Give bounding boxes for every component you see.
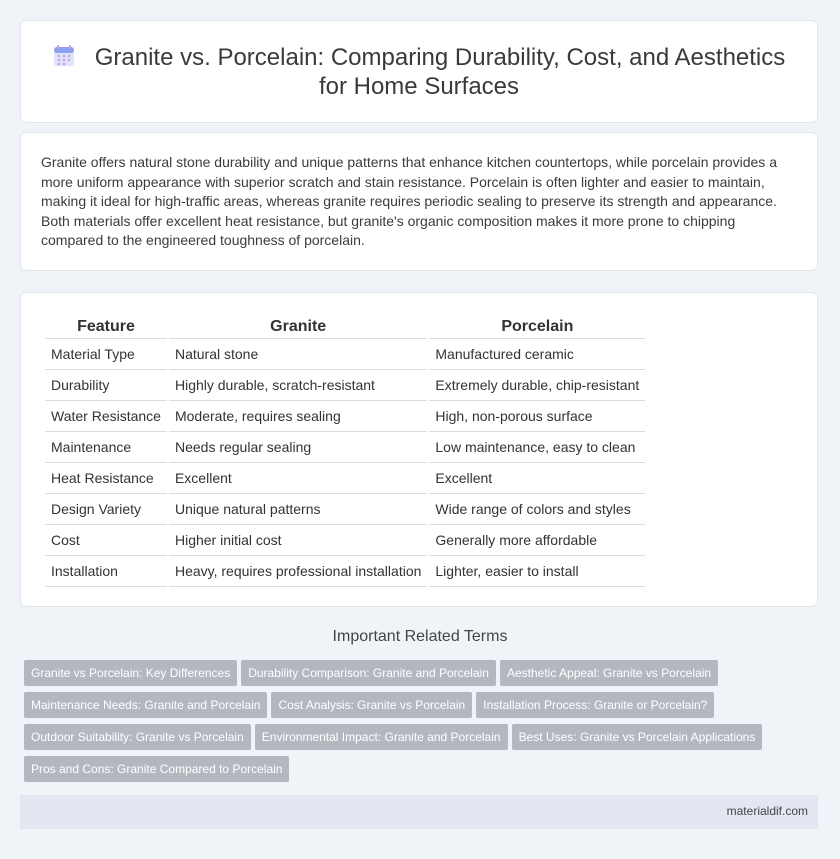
header-porcelain: Porcelain — [429, 315, 645, 339]
related-term-tag[interactable]: Granite vs Porcelain: Key Differences — [24, 660, 237, 686]
cell-granite: Higher initial cost — [169, 525, 427, 556]
related-term-tag[interactable]: Environmental Impact: Granite and Porcelain — [255, 724, 508, 750]
related-term-tag[interactable]: Installation Process: Granite or Porcelain? — [476, 692, 714, 718]
table-row — [45, 401, 645, 432]
comparison-table — [43, 315, 647, 587]
title-line-2: for Home Surfaces — [318, 73, 520, 100]
table-row — [45, 432, 645, 463]
comparison-card — [20, 292, 818, 607]
table-row — [45, 463, 645, 494]
cell-feature: Design Variety — [45, 494, 167, 525]
page-title — [21, 43, 817, 101]
footer-site-link[interactable]: materialdif.com — [726, 804, 808, 818]
cell-granite: Highly durable, scratch-resistant — [169, 370, 427, 401]
table-row — [45, 494, 645, 525]
cell-granite: Excellent — [169, 463, 427, 494]
cell-feature: Cost — [45, 525, 167, 556]
cell-porcelain: Low maintenance, easy to clean — [429, 432, 645, 463]
cell-feature: Heat Resistance — [45, 463, 167, 494]
related-term-tag[interactable]: Maintenance Needs: Granite and Porcelain — [24, 692, 267, 718]
table-row — [45, 525, 645, 556]
cell-granite: Needs regular sealing — [169, 432, 427, 463]
calendar-icon — [53, 45, 75, 67]
related-terms-title: Important Related Terms — [332, 628, 508, 645]
cell-feature: Durability — [45, 370, 167, 401]
cell-porcelain: Extremely durable, chip-resistant — [429, 370, 645, 401]
related-terms-list — [24, 660, 814, 788]
table-header-row — [45, 315, 645, 339]
cell-porcelain: Excellent — [429, 463, 645, 494]
related-term-tag[interactable]: Cost Analysis: Granite vs Porcelain — [271, 692, 472, 718]
cell-porcelain: High, non-porous surface — [429, 401, 645, 432]
intro-paragraph: Granite offers natural stone durability and unique patterns that enhance kitchen countertops, while porcelain provides a more uniform appearance with superior scratch and stain resistance. Porcelain is often lighter and easier to maintain, making it ideal for high-traffic areas, whereas granite requires periodic sealing to preserve its strength and appearance. Both materials offer excellent heat resistance, but granite's organic composition makes it more prone to chipping compared to the engineered toughness of porcelain. — [41, 154, 777, 248]
cell-porcelain: Wide range of colors and styles — [429, 494, 645, 525]
cell-porcelain: Manufactured ceramic — [429, 339, 645, 370]
related-term-tag[interactable]: Durability Comparison: Granite and Porcelain — [241, 660, 496, 686]
related-term-tag[interactable]: Best Uses: Granite vs Porcelain Applications — [512, 724, 763, 750]
table-row — [45, 370, 645, 401]
title-line-1: Granite vs. Porcelain: Comparing Durability, Cost, and Aesthetics — [94, 44, 786, 71]
cell-feature: Water Resistance — [45, 401, 167, 432]
intro-card — [20, 132, 818, 271]
header-feature: Feature — [45, 315, 167, 339]
cell-porcelain: Lighter, easier to install — [429, 556, 645, 587]
header-granite: Granite — [169, 315, 427, 339]
table-row — [45, 556, 645, 587]
related-term-tag[interactable]: Outdoor Suitability: Granite vs Porcelain — [24, 724, 251, 750]
header-card — [20, 20, 818, 123]
cell-porcelain: Generally more affordable — [429, 525, 645, 556]
cell-granite: Moderate, requires sealing — [169, 401, 427, 432]
cell-feature: Material Type — [45, 339, 167, 370]
table-row — [45, 339, 645, 370]
cell-feature: Installation — [45, 556, 167, 587]
cell-granite: Natural stone — [169, 339, 427, 370]
cell-granite: Unique natural patterns — [169, 494, 427, 525]
related-term-tag[interactable]: Aesthetic Appeal: Granite vs Porcelain — [500, 660, 718, 686]
footer — [20, 795, 818, 829]
cell-granite: Heavy, requires professional installation — [169, 556, 427, 587]
cell-feature: Maintenance — [45, 432, 167, 463]
related-term-tag[interactable]: Pros and Cons: Granite Compared to Porcelain — [24, 756, 289, 782]
